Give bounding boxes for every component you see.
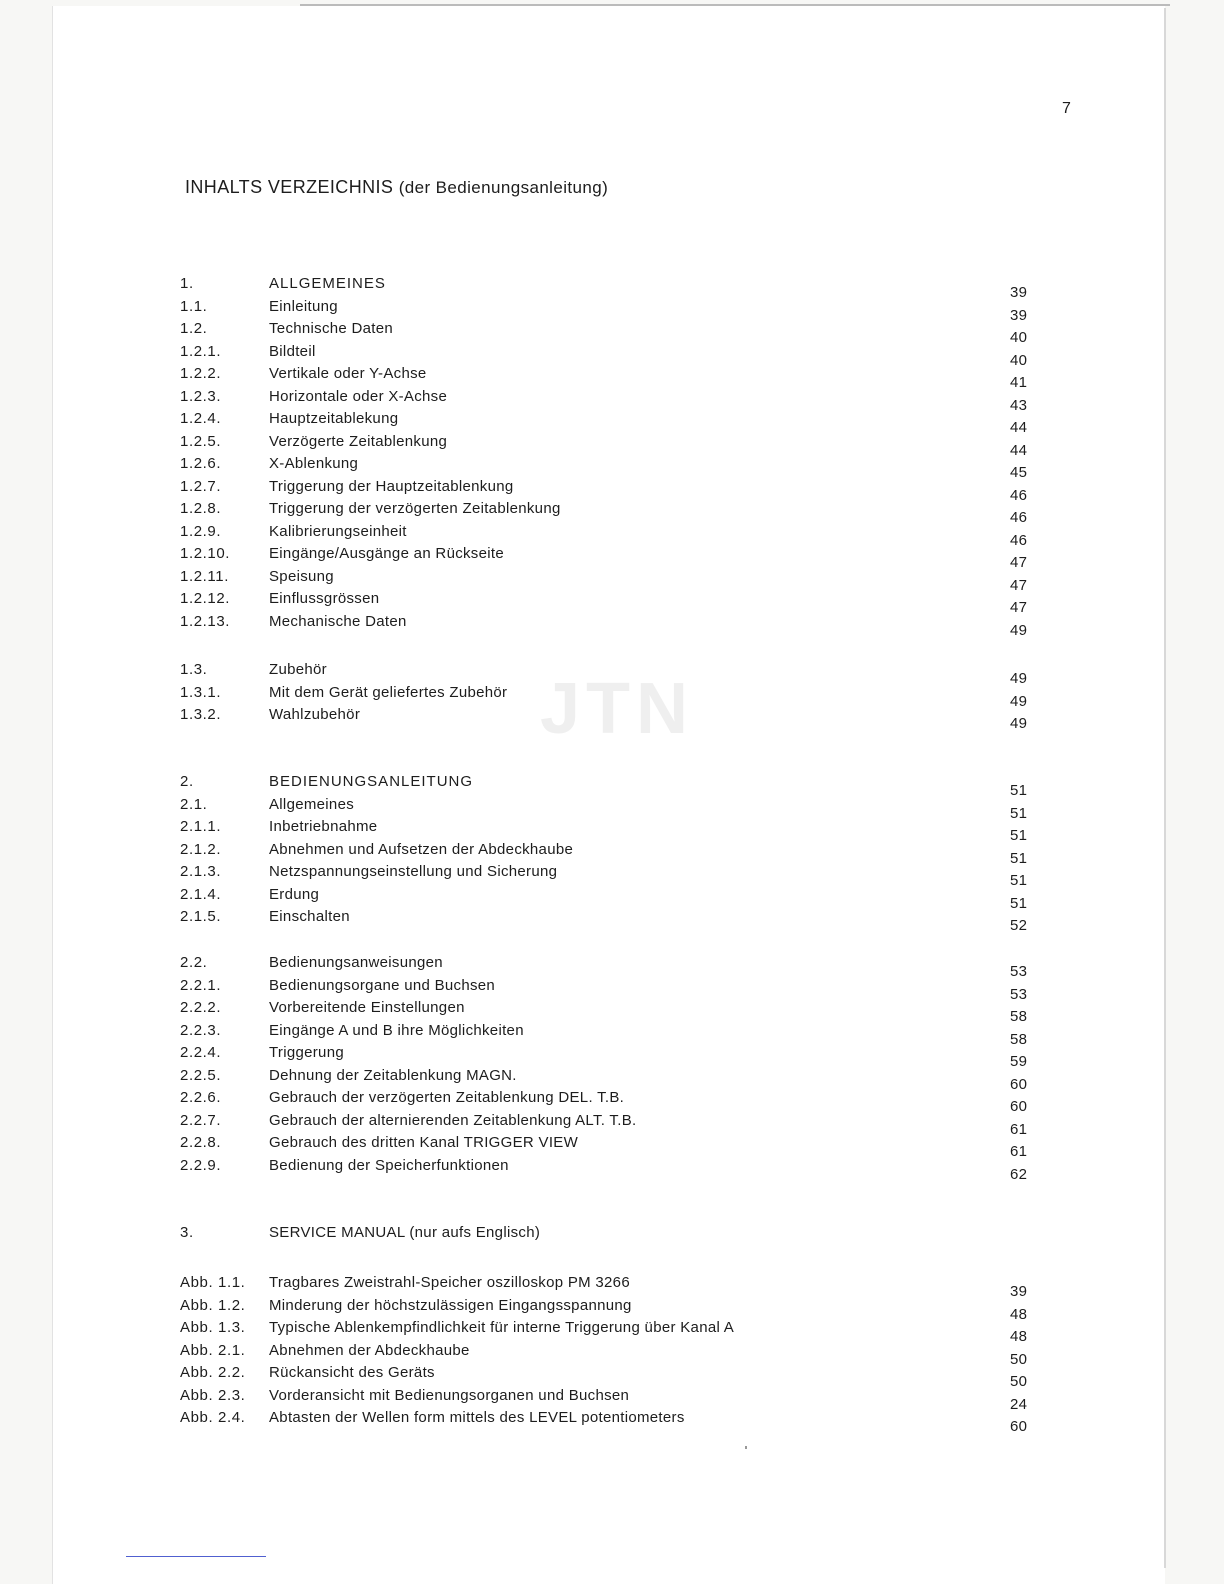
- toc-entry-title: Bedienung der Speicherfunktionen: [269, 1156, 509, 1174]
- page-number: 7: [1062, 100, 1071, 117]
- toc-entry-number: 1.3.2.: [180, 706, 222, 723]
- toc-entry: [0, 861, 1224, 889]
- toc-entry-title: Eingänge/Ausgänge an Rückseite: [269, 545, 504, 562]
- toc-entry-page: 49: [1010, 621, 1028, 639]
- toc-entry: [0, 408, 1224, 436]
- toc-entry-page: 52: [1010, 917, 1028, 934]
- toc-entry: [0, 1385, 1224, 1413]
- toc-entry-title: Erdung: [269, 885, 320, 903]
- toc-entry-number: 1.2.3.: [180, 387, 222, 405]
- toc-entry-number: 1.2.1.: [180, 342, 222, 360]
- toc-entry-page: 50: [1010, 1373, 1028, 1390]
- toc-entry: [0, 566, 1224, 594]
- toc-entry-title: Rückansicht des Geräts: [269, 1364, 435, 1381]
- toc-entry-page: 50: [1010, 1350, 1028, 1368]
- toc-entry-number: 2.: [180, 773, 194, 790]
- toc-entry-number: 2.2.6.: [180, 1089, 222, 1106]
- toc-entry: [0, 318, 1224, 346]
- toc-entry: [0, 794, 1224, 822]
- toc-entry: [0, 952, 1224, 980]
- toc-entry-title: Einleitung: [269, 297, 338, 315]
- toc-entry-number: 1.2.2.: [180, 365, 222, 382]
- toc-entry: [0, 997, 1224, 1025]
- toc-entry-number: 2.1.1.: [180, 818, 222, 835]
- toc-entry-page: 41: [1010, 374, 1028, 391]
- toc-entry: [0, 431, 1224, 459]
- toc-entry-page: 46: [1010, 531, 1028, 549]
- toc-entry-number: 3.: [180, 1224, 194, 1241]
- toc-entry-title: Vorderansicht mit Bedienungsorganen und Buchsen: [269, 1386, 630, 1404]
- toc-entry: [0, 906, 1224, 934]
- toc-entry-title: Typische Ablenkempfindlichkeit für interne Triggerung über Kanal A: [269, 1319, 735, 1336]
- toc-entry-title: Vertikale oder Y-Achse: [269, 365, 427, 382]
- toc-entry: [0, 682, 1224, 710]
- toc-entry: [0, 1295, 1224, 1323]
- toc-entry-page: 46: [1010, 486, 1028, 504]
- toc-entry: [0, 1065, 1224, 1093]
- toc-entry-page: 53: [1010, 963, 1028, 980]
- toc-entry-page: 49: [1010, 715, 1028, 732]
- toc-entry-title: Triggerung der verzögerten Zeitablenkung: [269, 500, 561, 517]
- toc-entry: [0, 611, 1224, 639]
- toc-entry-page: 39: [1010, 1283, 1028, 1300]
- toc-entry-number: 1.2.8.: [180, 500, 222, 517]
- toc-entry-page: 44: [1010, 441, 1028, 459]
- toc-entry-title: Abnehmen der Abdeckhaube: [269, 1341, 470, 1359]
- toc-entry: [0, 1020, 1224, 1048]
- toc-entry: [0, 498, 1224, 526]
- toc-entry-page: 49: [1010, 692, 1028, 710]
- toc-entry: [0, 659, 1224, 687]
- toc-entry-page: 47: [1010, 576, 1028, 594]
- toc-entry-title: Mechanische Daten: [269, 612, 407, 630]
- toc-entry-page: 44: [1010, 419, 1028, 436]
- toc-entry-title: Bildteil: [269, 342, 316, 360]
- toc-entry-number: Abb. 1.3.: [180, 1319, 246, 1336]
- toc-entry-page: 51: [1010, 872, 1028, 889]
- toc-entry-page: 61: [1010, 1143, 1028, 1160]
- toc-entry-number: 1.2.7.: [180, 477, 222, 495]
- toc-entry-page: 48: [1010, 1328, 1028, 1345]
- toc-entry-number: 1.2.: [180, 320, 208, 337]
- watermark: JTN: [540, 669, 695, 749]
- toc-entry: [0, 1272, 1224, 1300]
- toc-entry-number: 1.1.: [180, 297, 208, 315]
- toc-entry-page: 51: [1010, 804, 1028, 822]
- toc-entry-title: Zubehör: [269, 661, 327, 678]
- toc-entry-page: 60: [1010, 1418, 1028, 1435]
- toc-entry-number: 2.2.2.: [180, 999, 222, 1016]
- toc-entry-title: Technische Daten: [269, 320, 394, 337]
- toc-entry-title: Triggerung: [269, 1044, 344, 1061]
- toc-entry-page: 49: [1010, 670, 1028, 687]
- toc-entry-title: Tragbares Zweistrahl-Speicher oszilloskop PM 3266: [269, 1274, 630, 1291]
- footer-rule: [126, 1556, 266, 1557]
- toc-entry-number: 2.2.: [180, 954, 208, 971]
- scan-top-edge: [300, 4, 1170, 6]
- toc-entry-title: Horizontale oder X-Achse: [269, 387, 448, 405]
- toc-entry-page: 39: [1010, 306, 1028, 324]
- toc-entry-number: 1.2.10.: [180, 545, 231, 562]
- toc-entry-number: 1.2.5.: [180, 432, 222, 450]
- toc-entry: [0, 386, 1224, 414]
- toc-entry-title: Gebrauch der verzögerten Zeitablenkung DEL. T.B.: [269, 1089, 625, 1106]
- toc-entry: [0, 1132, 1224, 1160]
- toc-entry: [0, 1407, 1224, 1435]
- toc-entry-page: 60: [1010, 1098, 1028, 1115]
- toc-entry-title: Dehnung der Zeitablenkung MAGN.: [269, 1066, 517, 1084]
- toc-entry-page: 53: [1010, 985, 1028, 1003]
- toc-section: [0, 1272, 1224, 1435]
- toc-entry-title: ALLGEMEINES: [269, 275, 386, 292]
- toc-entry-number: 2.2.8.: [180, 1134, 222, 1151]
- toc-entry-page: 47: [1010, 554, 1028, 571]
- toc-entry: [0, 1362, 1224, 1390]
- toc-entry-number: 2.2.3.: [180, 1021, 222, 1039]
- toc-entry-number: 1.2.6.: [180, 455, 222, 472]
- toc-entry-title: Eingänge A und B ihre Möglichkeiten: [269, 1021, 524, 1039]
- toc-entry: [0, 1340, 1224, 1368]
- toc-entry-title: Hauptzeitablekung: [269, 410, 399, 427]
- toc-entry-number: 1.2.9.: [180, 522, 222, 540]
- toc-entry-title: Mit dem Gerät geliefertes Zubehör: [269, 683, 508, 701]
- toc-entry-number: 1.2.11.: [180, 567, 229, 585]
- toc-entry-page: 60: [1010, 1075, 1028, 1093]
- toc-entry-title: Inbetriebnahme: [269, 818, 378, 835]
- toc-entry-title: Minderung der höchstzulässigen Eingangsspannung: [269, 1296, 632, 1314]
- toc-entry-number: 1.3.: [180, 661, 208, 678]
- toc-entry-title: Abnehmen und Aufsetzen der Abdeckhaube: [269, 840, 574, 858]
- toc-entry-page: 61: [1010, 1120, 1028, 1138]
- toc-entry: [0, 521, 1224, 549]
- toc-entry: [0, 296, 1224, 324]
- toc-entry-page: 39: [1010, 284, 1028, 301]
- toc-entry-number: 2.1.4.: [180, 885, 222, 903]
- toc-entry-title: Gebrauch der alternierenden Zeitablenkung ALT. T.B.: [269, 1111, 637, 1129]
- toc-entry: [0, 1042, 1224, 1070]
- toc-entry: [0, 884, 1224, 912]
- toc-entry-title: Verzögerte Zeitablenkung: [269, 432, 448, 450]
- toc-entry-title: Vorbereitende Einstellungen: [269, 999, 465, 1016]
- toc-entry-title: Bedienungsanweisungen: [269, 954, 443, 971]
- toc-entry-number: 2.1.: [180, 795, 208, 813]
- toc-entry-page: 47: [1010, 599, 1028, 616]
- toc-entry-page: 43: [1010, 396, 1028, 414]
- toc-entry-page: 51: [1010, 782, 1028, 799]
- toc-entry-number: 2.1.2.: [180, 840, 222, 858]
- toc-entry: [0, 1317, 1224, 1345]
- toc-entry-page: 24: [1010, 1395, 1028, 1413]
- toc-entry: [0, 1087, 1224, 1115]
- toc-entry-title: BEDIENUNGSANLEITUNG: [269, 773, 474, 790]
- toc-section: [0, 1222, 1224, 1245]
- toc-entry-number: 2.1.3.: [180, 863, 222, 880]
- toc-entry-number: 2.1.5.: [180, 908, 222, 925]
- toc-entry: [0, 476, 1224, 504]
- toc-entry-title: Triggerung der Hauptzeitablenkung: [269, 477, 514, 495]
- toc-entry: [0, 341, 1224, 369]
- toc-entry-page: 51: [1010, 894, 1028, 912]
- toc-entry-number: 1.2.12.: [180, 590, 231, 607]
- toc-entry-number: 2.2.1.: [180, 976, 222, 994]
- toc-entry-number: 1.: [180, 275, 194, 292]
- toc-entry-number: Abb. 2.2.: [180, 1364, 246, 1381]
- toc-entry-number: Abb. 1.2.: [180, 1296, 246, 1314]
- toc-entry-title: Allgemeines: [269, 795, 355, 813]
- toc-entry-number: 1.2.13.: [180, 612, 231, 630]
- toc-entry: [0, 771, 1224, 799]
- toc-entry-number: Abb. 2.4.: [180, 1409, 246, 1426]
- toc-entry-page: 51: [1010, 849, 1028, 867]
- toc-entry-number: 2.2.4.: [180, 1044, 222, 1061]
- toc-entry-number: 2.2.5.: [180, 1066, 222, 1084]
- toc-entry-title: Wahlzubehör: [269, 706, 361, 723]
- toc-entry-page: 59: [1010, 1053, 1028, 1070]
- toc-entry: [0, 1222, 1224, 1245]
- toc-entry: [0, 1110, 1224, 1138]
- toc-entry-page: 62: [1010, 1165, 1028, 1183]
- toc-entry-page: 51: [1010, 827, 1028, 844]
- toc-entry-page: 40: [1010, 329, 1028, 346]
- toc-entry-number: 2.2.9.: [180, 1156, 222, 1174]
- toc-entry-number: 1.2.4.: [180, 410, 222, 427]
- toc-entry-page: 45: [1010, 464, 1028, 481]
- page-title-sub: (der Bedienungsanleitung): [398, 178, 609, 197]
- toc-section: [0, 771, 1224, 934]
- toc-entry: [0, 453, 1224, 481]
- toc-entry-title: Gebrauch des dritten Kanal TRIGGER VIEW: [269, 1134, 579, 1151]
- toc-entry-title: Speisung: [269, 567, 334, 585]
- toc-entry-title: Netzspannungseinstellung und Sicherung: [269, 863, 558, 880]
- toc-section: [0, 273, 1224, 639]
- toc-section: [0, 952, 1224, 1183]
- page-title-main: INHALTS VERZEICHNIS: [185, 177, 394, 197]
- scan-speck: [745, 1446, 747, 1449]
- toc-entry-page: 46: [1010, 509, 1028, 526]
- toc-entry: [0, 816, 1224, 844]
- toc-entry-page: 58: [1010, 1030, 1028, 1048]
- toc-entry: [0, 839, 1224, 867]
- toc-entry-title: X-Ablenkung: [269, 455, 359, 472]
- toc-entry: [0, 975, 1224, 1003]
- toc-entry: [0, 543, 1224, 571]
- toc-entry-title: SERVICE MANUAL (nur aufs Englisch): [269, 1224, 541, 1241]
- toc-entry: [0, 1155, 1224, 1183]
- toc-entry-title: Einschalten: [269, 908, 350, 925]
- toc-entry-number: 2.2.7.: [180, 1111, 222, 1129]
- toc-entry-title: Einflussgrössen: [269, 590, 380, 607]
- toc-entry-page: 48: [1010, 1305, 1028, 1323]
- toc-entry-number: Abb. 1.1.: [180, 1274, 246, 1291]
- toc-section: [0, 659, 1224, 732]
- toc-entry-title: Abtasten der Wellen form mittels des LEVEL potentiometers: [269, 1409, 685, 1426]
- page-title: [185, 177, 608, 198]
- toc-entry: [0, 588, 1224, 616]
- toc-entry-page: 40: [1010, 351, 1028, 369]
- toc-entry: [0, 273, 1224, 301]
- toc-entry-number: Abb. 2.3.: [180, 1386, 246, 1404]
- toc-entry-title: Kalibrierungseinheit: [269, 522, 407, 540]
- toc-entry-title: Bedienungsorgane und Buchsen: [269, 976, 496, 994]
- toc-entry-page: 58: [1010, 1008, 1028, 1025]
- toc-entry-number: 1.3.1.: [180, 683, 222, 701]
- toc-entry: [0, 363, 1224, 391]
- toc-entry-number: Abb. 2.1.: [180, 1341, 246, 1359]
- toc-entry: [0, 704, 1224, 732]
